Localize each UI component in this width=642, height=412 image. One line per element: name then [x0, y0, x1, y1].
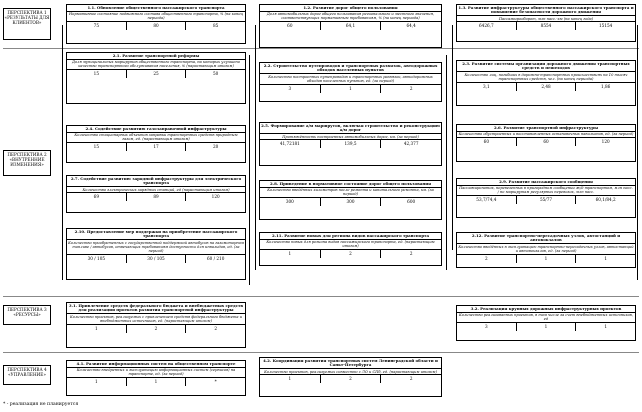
indicator-2-10: [66, 228, 246, 280]
value-2: 64,1: [321, 22, 382, 30]
indicator-desc: Количество введённых в эксплуатацию транспортно-пересадочных узлов, автостанций и автовокзалов, ед. (за период): [458, 244, 634, 253]
value-1: 15: [67, 70, 127, 78]
indicator-desc: Доля муниципальных маршрутов общественного транспорта, на которых улучшено качество транспортного обслуживания населения, % (нарастающим итогом): [67, 60, 245, 71]
connector-col3: [452, 25, 453, 250]
value-1: 41,72181: [260, 140, 321, 148]
value-1: 1: [67, 325, 127, 333]
value-2: 1: [321, 85, 382, 93]
indicator-desc: Количество построенных путепроводов и транспортных развязок, автодорожных обходов населенных пунктов, ед. (за период): [260, 74, 441, 85]
value-3: 42,377: [403, 141, 419, 147]
value-1: 60: [457, 138, 517, 146]
value-2: 8554: [517, 22, 577, 30]
value-3: 1,86: [601, 83, 611, 89]
indicator-4-2: [259, 357, 442, 397]
indicator-values: [67, 255, 245, 263]
indicator-title: 2.6. Развитие транспортной инфраструктуры: [457, 125, 635, 132]
perspective-1-label: [3, 8, 51, 40]
value-3: 1: [604, 255, 608, 261]
indicator-values: [457, 255, 635, 263]
indicator-values: [67, 378, 245, 386]
connector-col2-r: [446, 55, 447, 270]
indicator-title: 4.2. Координация развития транспортных систем Ленинградской области и Санкт-Петербурга: [260, 358, 441, 369]
indicator-title: 2.8. Приведение в нормативное состояние дорог общего пользования: [260, 181, 441, 188]
indicator-1-2: [259, 4, 442, 48]
indicator-2-12: [456, 232, 636, 268]
indicator-2-8: [259, 180, 442, 220]
value-2: 60: [517, 138, 577, 146]
indicator-values: [260, 85, 441, 93]
indicator-desc: Доля автомобильных дорог общего пользования регионального и местного значения, соответствующих нормативным требованиям, % (на конец периода): [260, 12, 441, 23]
value-2: 300: [321, 198, 382, 206]
indicator-title: 2.11. Развитие новых для региона видов пассажирского транспорта: [260, 233, 441, 240]
value-2: 1: [517, 323, 577, 331]
value-2: 17: [127, 143, 187, 151]
indicator-2-9: [456, 178, 636, 218]
indicator-title: 2.12. Развитие транспортно-пересадочных узлов, автостанций и автовокзалов: [457, 233, 635, 244]
perspective-2-text: ПЕРСПЕКТИВА 2 «ВНУТРЕННИЕ ИЗМЕНЕНИЯ»: [7, 152, 47, 167]
indicator-desc: Количество лиц, погибших в дорожно-транспортных происшествиях на 10 тысяч транспортных средств, чел. (на конец периода): [457, 72, 635, 83]
indicator-desc: Количество внедренных и эксплуатацию информационных систем (сервисов) на транспорте, ед. (за период): [67, 368, 245, 379]
indicator-3-2: [456, 305, 636, 341]
connector-col2: [255, 25, 256, 270]
indicator-desc: Количество проектов, реализуемых с привлечением средств федерального бюджета и внебюджетных источников, ед. (нарастающим итогом): [67, 314, 245, 325]
indicator-title: 2.3. Развитие системы организации дорожного движения транспортных средств и пешеходов: [457, 61, 635, 72]
value-3: 120: [211, 194, 220, 200]
value-2: 80: [127, 22, 187, 30]
value-3: 2: [214, 325, 218, 331]
indicator-desc: Количество обустроенных и восстановленных остановочных павильонов, ед. (за период): [458, 132, 634, 137]
indicator-desc: Количество стационарных объектов заправки транспортных средств природным газом, ед. (нарастающим итогом): [67, 133, 245, 144]
value-3: 120: [601, 138, 610, 144]
footnote: * - реализация не планируется: [3, 402, 79, 407]
value-1: 3: [260, 85, 321, 93]
value-3: 15154: [599, 23, 613, 29]
indicator-title: 2.4. Содействие развитию газозаправочной инфраструктуры: [67, 126, 245, 133]
indicator-title: 2.9. Развитие пассажирского сообщения: [457, 179, 635, 186]
indicator-title: 2.7. Содействие развитию зарядной инфраструктуры для электрического транспорта: [67, 176, 245, 187]
value-1: 3,1: [457, 83, 517, 91]
indicator-desc: Количество проектов, реализуемых совместно с ЛО и СПб, ед. (нарастающим итогом): [260, 369, 441, 375]
value-1: 300: [260, 198, 321, 206]
value-1: 3: [457, 323, 517, 331]
indicator-2-2: [259, 62, 442, 102]
indicator-values: [67, 70, 245, 78]
value-3: 60 / 210: [206, 256, 225, 262]
value-3: 2: [409, 251, 413, 257]
indicator-title: 2.1. Развитие транспортной реформы: [67, 53, 245, 60]
value-3: 50: [213, 71, 219, 77]
indicator-values: [260, 140, 441, 148]
indicator-desc: Протяжённость построенных автомобильных дорог, км. (за период): [260, 134, 441, 140]
value-1: 1: [260, 250, 321, 258]
separator-2: [3, 296, 639, 297]
value-2: 1: [517, 255, 577, 263]
value-1: 60: [260, 22, 321, 30]
separator-1: [3, 48, 639, 49]
indicator-4-1: [66, 360, 246, 396]
indicator-2-11: [259, 232, 442, 266]
indicator-values: [67, 22, 245, 30]
indicator-2-7: [66, 175, 246, 213]
indicator-2-1: [66, 52, 246, 104]
indicator-2-4: [66, 125, 246, 163]
indicator-title: 1.1. Обновление общественного пассажирского транспорта: [67, 5, 245, 12]
indicator-values: [457, 22, 635, 30]
perspective-1-text: ПЕРСПЕКТИВА 1 «РЕЗУЛЬТАТЫ ДЛЯ КЛИЕНТОВ»: [4, 10, 50, 25]
value-3: 85: [213, 23, 219, 29]
indicator-values: [260, 198, 441, 206]
indicator-1-1: [66, 4, 246, 44]
value-1: 30 / 105: [67, 255, 127, 263]
indicator-desc: Количество введённых километров после ремонта и капитального ремонта, км. (за период): [260, 188, 441, 199]
indicator-2-5: [259, 122, 442, 166]
indicator-3-1: [66, 302, 246, 348]
perspective-3-text: ПЕРСПЕКТИВА 3 «РЕСУРСЫ»: [7, 307, 47, 317]
value-3: 2: [409, 376, 413, 382]
indicator-desc: Количество электрических зарядных станций, ед (нарастающим итогом): [67, 187, 245, 193]
indicator-1-3: [456, 4, 636, 42]
value-2: 2: [321, 375, 382, 383]
indicator-title: 4.1. Развитие информационных систем на общественном транспорте: [67, 361, 245, 368]
indicator-values: [457, 323, 635, 331]
indicator-title: 2.2. Строительство путепроводов и транспортных развязок, автодорожных обходов населенных пунктов: [260, 63, 441, 74]
value-2: 139,5: [321, 140, 382, 148]
value-1: 53,7/74,4: [457, 196, 517, 204]
indicator-2-6: [456, 124, 636, 162]
indicator-desc: Количество реализованных проектов, в том числе за счет внебюджетных источников, ед: [457, 313, 635, 324]
indicator-values: [260, 250, 441, 258]
indicator-desc: Пассажиропоток, перевезенных в пригородном сообщении ж/д транспортом, млн пасс. / по маршрутам регулярных перевозок, млн пасс.: [457, 186, 635, 197]
value-2: 1: [127, 378, 187, 386]
value-1: 2: [457, 255, 517, 263]
indicator-desc: Количество приобретенных с государственной поддержкой автобусов на газомоторном топливе / автобусов, отвечающих требованиям доступности для инвалидов, ед. (за период): [68, 240, 244, 254]
indicator-values: [260, 375, 441, 383]
indicator-desc: Количество новых для региона видов пассажирского транспорта, ед. (нарастающим итогом): [260, 240, 441, 251]
perspective-3-label: [3, 305, 51, 325]
indicator-2-3: [456, 60, 636, 106]
indicator-values: [67, 143, 245, 151]
indicator-title: 1.2. Развитие дорог общего пользования: [260, 5, 441, 12]
value-2: 25: [127, 70, 187, 78]
value-1: 75: [67, 22, 127, 30]
indicator-title: 2.5. Формирование а/м маршрутов, включая строительство и реконструкцию а/м дорог: [260, 123, 441, 134]
value-2: 55/77: [517, 196, 577, 204]
value-2: 89: [127, 193, 187, 201]
value-1: 15: [67, 143, 127, 151]
value-2: 30 / 105: [127, 255, 187, 263]
indicator-title: 2.10. Предоставление мер поддержки на приобретение пассажирского транспорта: [67, 229, 245, 240]
indicator-title: 3.1. Привлечение средств федерального бюджета и внебюджетных средств для реализации проектов развития транспортной инфраструктуры: [67, 303, 245, 314]
separator-3: [3, 352, 639, 353]
perspective-4-text: ПЕРСПЕКТИВА 4 «УПРАВЛЕНИЕ»: [7, 367, 47, 377]
value-3: 1: [604, 324, 608, 330]
connector-col3-r: [637, 25, 638, 280]
value-1: 1: [67, 378, 127, 386]
indicator-title: 1.3. Развитие инфраструктуры общественного пассажирского транспорта и повышение безопасности дорожного движения: [457, 5, 635, 16]
indicator-desc: Нормативное состояние подвижного состава общественного транспорта, % (на конец периода): [67, 12, 245, 23]
indicator-values: [457, 83, 635, 91]
value-1: 6426,7: [457, 22, 517, 30]
indicator-values: [260, 22, 441, 30]
value-3: 20: [213, 144, 219, 150]
connector-col1-r: [249, 55, 250, 285]
value-3: 600: [407, 199, 416, 205]
value-2: 2: [127, 325, 187, 333]
indicator-title: 3.2. Реализация крупных дорожных инфраструктурных проектов: [457, 306, 635, 313]
value-3: 64,4: [406, 23, 416, 29]
indicator-values: [457, 196, 635, 204]
value-2: 2,48: [517, 83, 577, 91]
value-3: *: [214, 379, 217, 385]
perspective-4-label: [3, 365, 51, 385]
value-3: 60,1/84,2: [595, 197, 616, 203]
indicator-desc: Пассажирооборот, млн пасс.-км (на конец года): [457, 16, 635, 22]
indicator-values: [457, 138, 635, 146]
indicator-values: [67, 325, 245, 333]
indicator-values: [67, 193, 245, 201]
value-1: 1: [260, 375, 321, 383]
value-2: 2: [321, 250, 382, 258]
value-1: 69: [67, 193, 127, 201]
value-3: 2: [409, 85, 413, 91]
perspective-2-label: [3, 150, 51, 176]
connector-col1: [62, 25, 63, 280]
